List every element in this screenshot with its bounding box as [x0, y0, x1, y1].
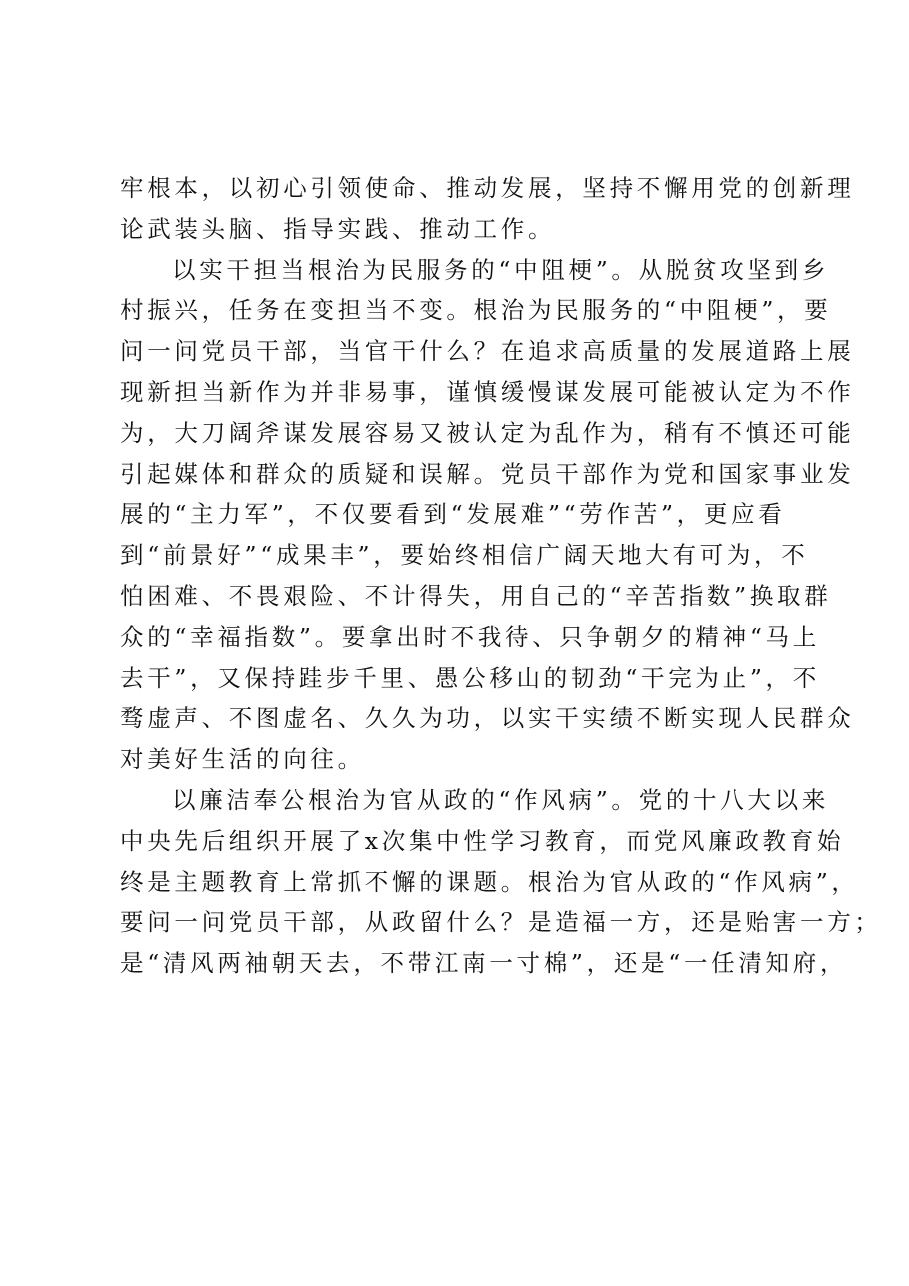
text-line: 怕困难、不畏艰险、不计得失，用自己的“辛苦指数”换取群	[120, 581, 832, 610]
text-line: 论武装头脑、指导实践、推动工作。	[120, 214, 556, 243]
text-line: 为，大刀阔斧谋发展容易又被认定为乱作为，稍有不慎还可能	[120, 418, 855, 447]
text-line: 展的“主力军”，不仅要看到“发展难”“劳作苦”，更应看	[120, 500, 786, 529]
text-line: 到“前景好”“成果丰”，要始终相信广阔天地大有可为，不	[120, 541, 809, 570]
text-line: 终是主题教育上常抓不懈的课题。根治为官从政的“作风病”，	[120, 867, 859, 896]
text-line: 对美好生活的向往。	[120, 745, 365, 774]
text-line: 是“清风两袖朝天去，不带江南一寸棉”，还是“一任清知府，	[120, 949, 848, 978]
text-line: 要问一问党员干部，从政留什么？是造福一方，还是贻害一方；	[120, 908, 882, 937]
text-line: 去干”，又保持跬步千里、愚公移山的韧劲“干完为止”，不	[120, 663, 820, 692]
document-body	[120, 168, 882, 984]
text-line: 中央先后组织开展了x次集中性学习教育，而党风廉政教育始	[120, 826, 845, 855]
text-line: 现新担当新作为并非易事，谨慎缓慢谋发展可能被认定为不作	[120, 377, 855, 406]
text-line: 引起媒体和群众的质疑和误解。党员干部作为党和国家事业发	[120, 459, 855, 488]
text-line: 以廉洁奉公根治为官从政的“作风病”。党的十八大以来	[172, 785, 830, 814]
text-line: 以实干担当根治为民服务的“中阻梗”。从脱贫攻坚到乡	[172, 255, 830, 284]
text-line: 牢根本，以初心引领使命、推动发展，坚持不懈用党的创新理	[120, 174, 855, 202]
text-line: 骛虚声、不图虚名、久久为功，以实干实绩不断实现人民群众	[120, 704, 855, 733]
text-line: 村振兴，任务在变担当不变。根治为民服务的“中阻梗”，要	[120, 296, 832, 325]
text-line: 众的“幸福指数”。要拿出时不我待、只争朝夕的精神“马上	[120, 622, 820, 651]
text-line: 问一问党员干部，当官干什么？在追求高质量的发展道路上展	[120, 337, 855, 366]
